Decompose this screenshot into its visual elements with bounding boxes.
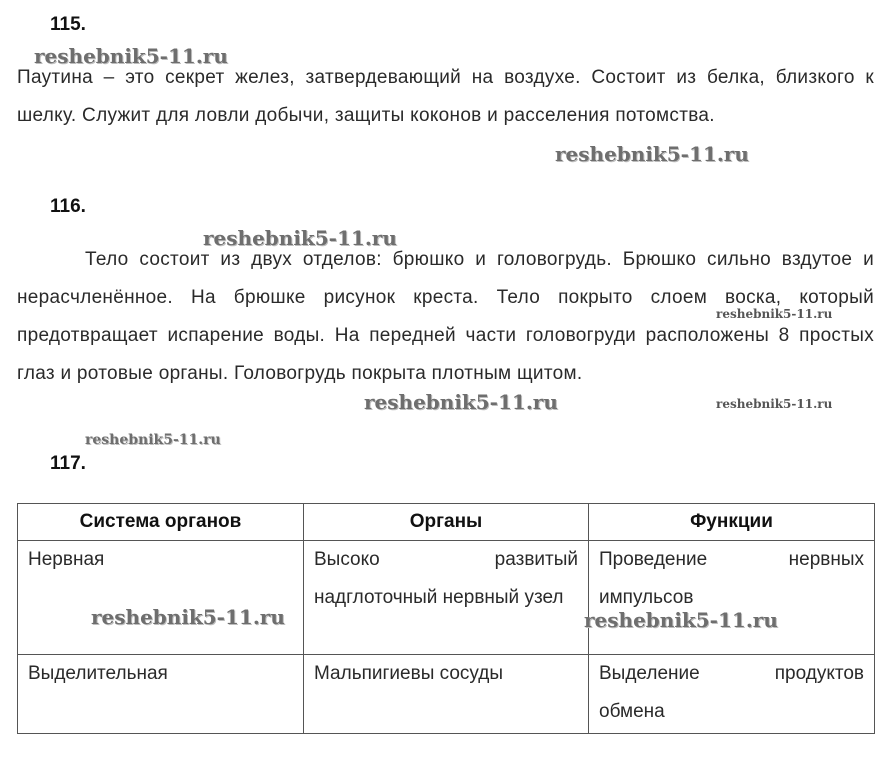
table-header-row: [18, 504, 875, 541]
watermark: reshebnik5-11.ru: [34, 44, 228, 68]
table-cell: Выделительная: [18, 655, 304, 734]
table-row: [18, 541, 875, 655]
table-cell: Высоко развитый надглоточный нервный узел: [304, 541, 589, 655]
watermark: reshebnik5-11.ru: [91, 605, 285, 629]
table-row: [18, 655, 875, 734]
watermark: reshebnik5-11.ru: [716, 307, 833, 321]
table-cell: Проведение нервных импульсов: [589, 541, 875, 655]
watermark: reshebnik5-11.ru: [716, 397, 833, 411]
task-116-number: 116.: [50, 196, 86, 217]
table-header-system: Система органов: [18, 504, 304, 541]
watermark: reshebnik5-11.ru: [364, 390, 558, 414]
task-117-number: 117.: [50, 453, 86, 474]
task-115-number: 115.: [50, 14, 86, 35]
watermark: reshebnik5-11.ru: [584, 608, 778, 632]
table-cell: Выделение продуктов обмена: [589, 655, 875, 734]
watermark: reshebnik5-11.ru: [555, 142, 749, 166]
task-115-text: Паутина – это секрет желез, затвердевающий на воздухе. Состоит из белка, близкого к шелку. Служит для ловли добычи, защиты коконов и расселения потомства.: [17, 67, 874, 126]
watermark: reshebnik5-11.ru: [85, 432, 221, 448]
watermark: reshebnik5-11.ru: [203, 226, 397, 250]
table-cell: Нервная: [18, 541, 304, 655]
table-header-functions: Функции: [589, 504, 875, 541]
task-116-text: Тело состоит из двух отделов: брюшко и головогрудь. Брюшко сильно вздутое и нерасчленённое. На брюшке рисунок креста. Тело покрыто слоем воска, который предотвращает испарение воды. На передней части головогруди расположены 8 простых глаз и ротовые органы. Головогрудь покрыта плотным щитом.: [17, 249, 874, 384]
table-cell: Мальпигиевы сосуды: [304, 655, 589, 734]
table-header-organs: Органы: [304, 504, 589, 541]
